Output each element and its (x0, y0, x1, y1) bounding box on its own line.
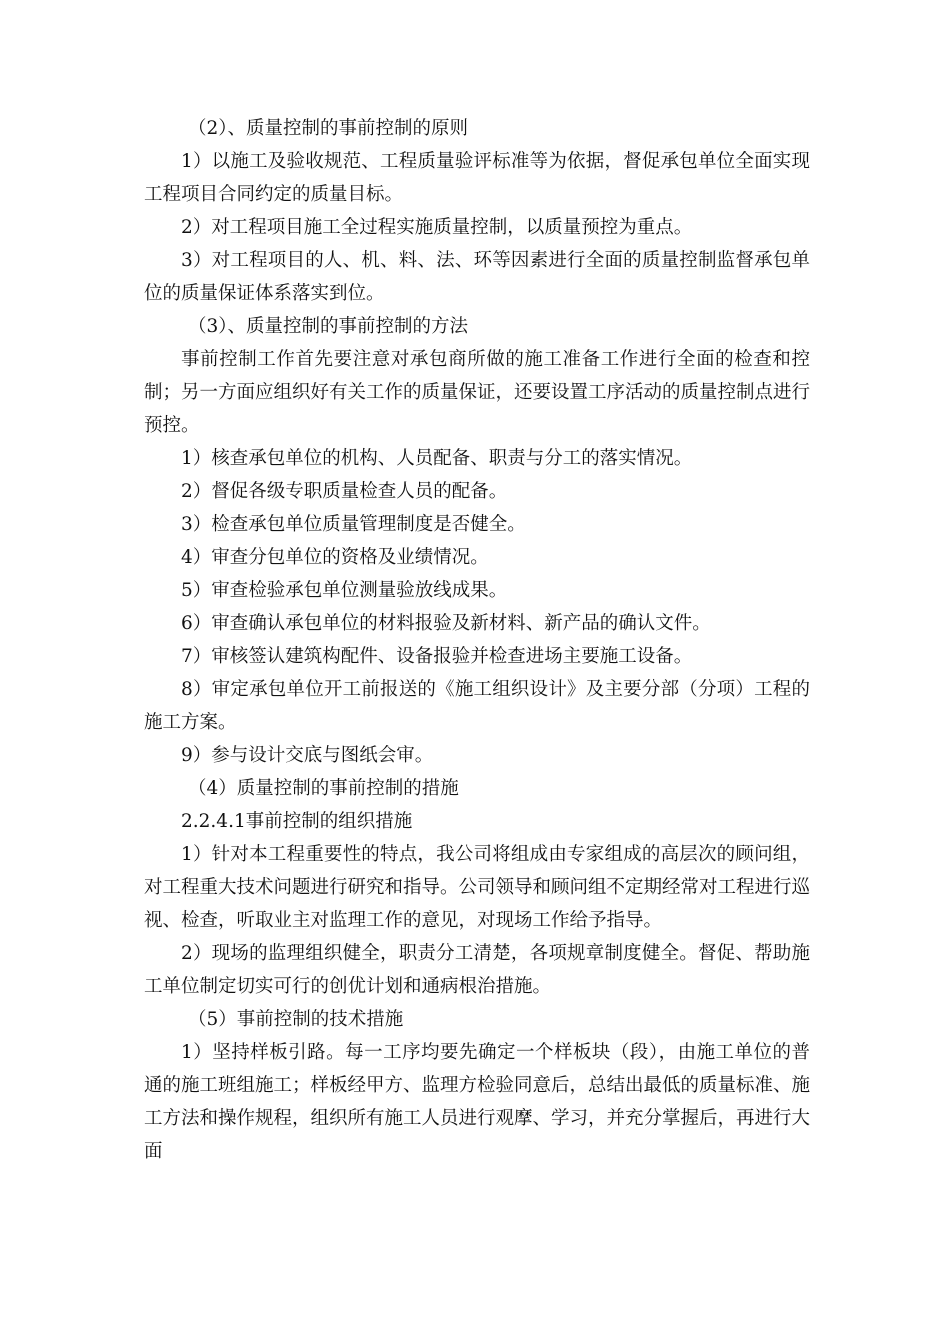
section-heading-5: （5）事前控制的技术措施 (188, 1009, 404, 1030)
list-item: 1）核查承包单位的机构、人员配备、职责与分工的落实情况。 (181, 448, 693, 469)
document-body (144, 112, 810, 1168)
paragraph: 2）对工程项目施工全过程实施质量控制，以质量预控为重点。 (181, 217, 693, 238)
list-item: 6）审查确认承包单位的材料报验及新材料、新产品的确认文件。 (181, 613, 711, 634)
list-item: 5）审查检验承包单位测量验放线成果。 (181, 580, 508, 601)
paragraph: 1）针对本工程重要性的特点，我公司将组成由专家组成的高层次的顾问组，对工程重大技术问题进行研究和指导。公司领导和顾问组不定期经常对工程进行巡视、检查，听取业主对监理工作的意见，对现场工作给予指导。 (144, 844, 811, 931)
list-item: 8）审定承包单位开工前报送的《施工组织设计》及主要分部（分项）工程的施工方案。 (144, 679, 810, 733)
section-heading-3: （3）、质量控制的事前控制的方法 (188, 316, 469, 337)
list-item: 7）审核签认建筑构配件、设备报验并检查进场主要施工设备。 (181, 646, 693, 667)
section-heading-2: （2）、质量控制的事前控制的原则 (188, 118, 469, 139)
paragraph: 1）以施工及验收规范、工程质量验评标准等为依据，督促承包单位全面实现工程项目合同约定的质量目标。 (144, 151, 810, 205)
list-item: 9）参与设计交底与图纸会审。 (181, 745, 434, 766)
section-heading-4: （4）质量控制的事前控制的措施 (188, 778, 459, 799)
paragraph: 事前控制工作首先要注意对承包商所做的施工准备工作进行全面的检查和控制；另一方面应组织好有关工作的质量保证，还要设置工序活动的质量控制点进行预控。 (144, 349, 811, 436)
paragraph: 3）对工程项目的人、机、料、法、环等因素进行全面的质量控制监督承包单位的质量保证体系落实到位。 (144, 250, 810, 304)
subsection-heading: 2.2.4.1事前控制的组织措施 (181, 811, 413, 832)
list-item: 3）检查承包单位质量管理制度是否健全。 (181, 514, 526, 535)
list-item: 4）审查分包单位的资格及业绩情况。 (181, 547, 489, 568)
paragraph: 2）现场的监理组织健全，职责分工清楚，各项规章制度健全。督促、帮助施工单位制定切实可行的创优计划和通病根治措施。 (144, 943, 810, 997)
list-item: 2）督促各级专职质量检查人员的配备。 (181, 481, 508, 502)
paragraph: 1）坚持样板引路。每一工序均要先确定一个样板块（段），由施工单位的普通的施工班组施工；样板经甲方、监理方检验同意后，总结出最低的质量标准、施工方法和操作规程，组织所有施工人员进行观摩、学习，并充分掌握后，再进行大面 (144, 1042, 811, 1162)
